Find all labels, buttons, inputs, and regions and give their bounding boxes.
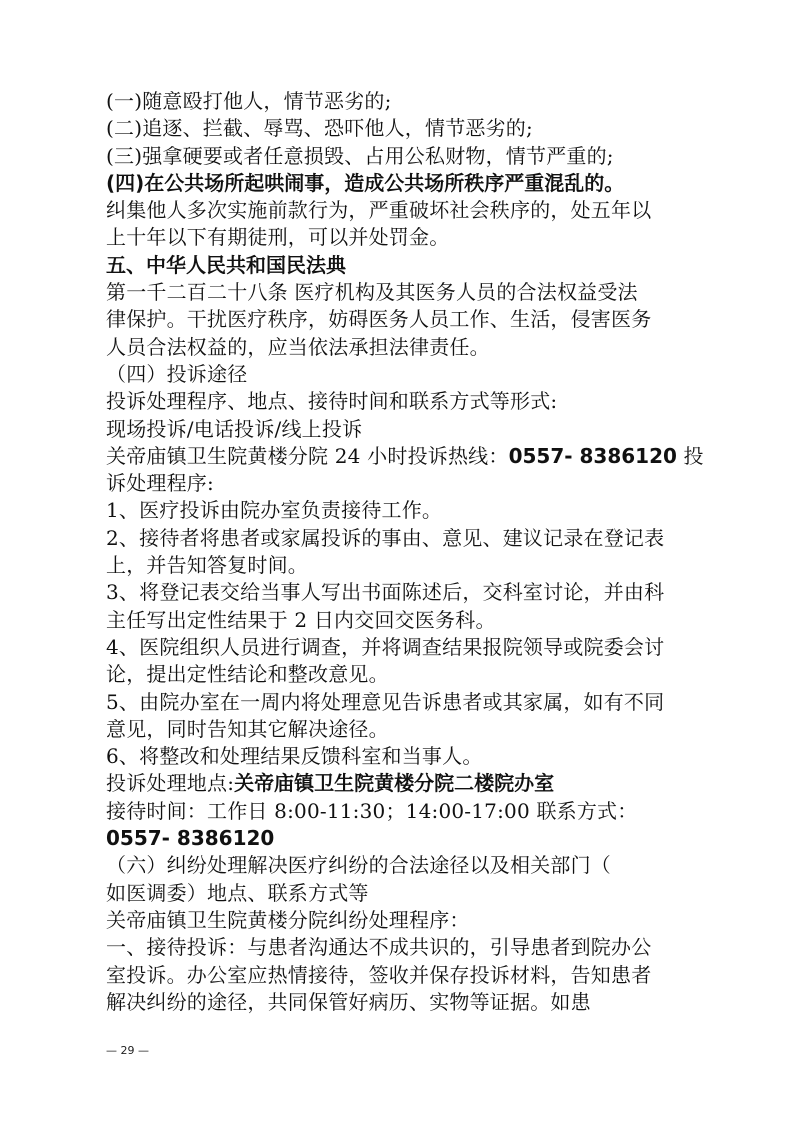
paragraph-line: 意见，同时告知其它解决途径。 xyxy=(106,716,389,741)
paragraph-line: 如医调委）地点、联系方式等 xyxy=(106,880,369,905)
subsection-heading-dispute: （六）纠纷处理解决医疗纠纷的合法途径以及相关部门（ xyxy=(106,853,611,878)
paragraph-line: 诉处理程序: xyxy=(106,471,214,496)
paragraph-line: 律保护。干扰医疗秩序，妨碍医务人员工作、生活，侵害医务 xyxy=(106,307,652,332)
complaint-location-line xyxy=(106,770,696,797)
paragraph-line: 一、接待投诉：与患者沟通达不成共识的，引导患者到院办公 xyxy=(106,935,652,960)
clause-item-4: (四)在公共场所起哄闹事，造成公共场所秩序严重混乱的。 xyxy=(106,170,625,195)
procedure-step-3: 3、将登记表交给当事人写出书面陈述后，交科室讨论，并由科 xyxy=(106,580,665,605)
paragraph-line: 室投诉。办公室应热情接待，签收并保存投诉材料，告知患者 xyxy=(106,962,652,987)
paragraph-line: 上十年以下有期徒刑，可以并处罚金。 xyxy=(106,225,450,250)
procedure-step-6: 6、将整改和处理结果反馈科室和当事人。 xyxy=(106,744,483,769)
paragraph-line: 论，提出定性结论和整改意见。 xyxy=(106,662,389,687)
paragraph-line: 投诉处理程序、地点、接待时间和联系方式等形式: xyxy=(106,389,558,414)
section-heading-civil-code: 五、中华人民共和国民法典 xyxy=(106,252,346,277)
complaint-location-label: 投诉处理地点: xyxy=(106,771,235,796)
clause-item-2: (二)追逐、拦截、辱骂、恐吓他人，情节恶劣的; xyxy=(106,116,533,141)
reception-hours-line: 接待时间：工作日 8:00-11:30；14:00-17:00 联系方式： xyxy=(106,798,638,823)
paragraph-line: 上，并告知答复时间。 xyxy=(106,553,308,578)
page-number: — 29 — xyxy=(106,1044,149,1057)
hotline-tail: 投 xyxy=(676,443,704,468)
contact-number: 0557- 8386120 xyxy=(106,826,275,851)
procedure-step-1: 1、医疗投诉由院办室负责接待工作。 xyxy=(106,498,443,523)
paragraph-line: 解决纠纷的途径，共同保管好病历、实物等证据。如患 xyxy=(106,989,591,1014)
procedure-step-4: 4、医院组织人员进行调查，并将调查结果报院领导或院委会讨 xyxy=(106,634,665,659)
complaint-location-value: 关帝庙镇卫生院黄楼分院二楼院办室 xyxy=(234,771,555,796)
paragraph-line: 纠集他人多次实施前款行为，严重破坏社会秩序的，处五年以 xyxy=(106,198,652,223)
subsection-heading-complaint: （四）投诉途径 xyxy=(106,361,248,386)
procedure-step-5: 5、由院办室在一周内将处理意见告诉患者或其家属，如有不同 xyxy=(106,689,665,714)
paragraph-line: 人员合法权益的，应当依法承担法律责任。 xyxy=(106,334,490,359)
paragraph-line: 现场投诉/电话投诉/线上投诉 xyxy=(106,416,363,441)
hotline-line xyxy=(106,443,704,470)
paragraph-line: 第一千二百二十八条 医疗机构及其医务人员的合法权益受法 xyxy=(106,280,638,305)
clause-item-3: (三)强拿硬要或者任意损毁、占用公私财物，情节严重的; xyxy=(106,143,614,168)
document-body xyxy=(106,88,704,1016)
paragraph-line: 主任写出定性结果于 2 日内交回交医务科。 xyxy=(106,607,496,632)
hotline-label: 关帝庙镇卫生院黄楼分院 24 小时投诉热线： xyxy=(106,443,509,468)
procedure-step-2: 2、接待者将患者或家属投诉的事由、意见、建议记录在登记表 xyxy=(106,525,665,550)
clause-item-1: (一)随意殴打他人，情节恶劣的; xyxy=(106,89,392,113)
paragraph-line: 关帝庙镇卫生院黄楼分院纠纷处理程序： xyxy=(106,907,470,932)
hotline-number: 0557- 8386120 xyxy=(508,443,677,468)
